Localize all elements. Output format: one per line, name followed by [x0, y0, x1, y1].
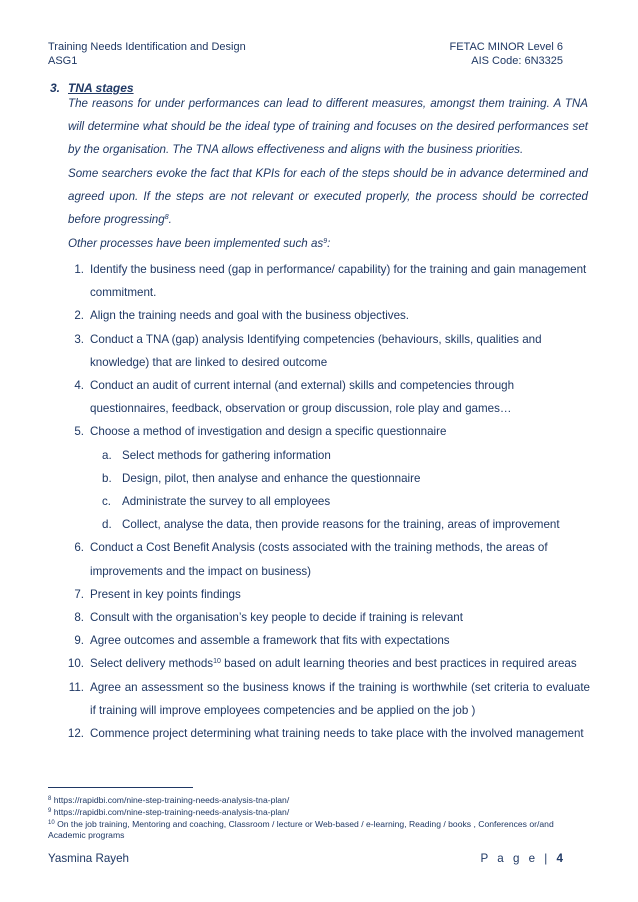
- paragraph-intro: The reasons for under performances can lead to different measures, amongst them training. A TNA will determine what should be the ideal type of training and focuses on the desired performances set by the organisation. The TNA allows effectiveness and aligns with the business priorities.: [68, 97, 588, 157]
- list-item-text: Choose a method of investigation and design a specific questionnaire: [90, 425, 447, 439]
- paragraph-processes-end: :: [327, 237, 331, 250]
- sub-list-item-letter: b.: [102, 471, 112, 485]
- footer-author: Yasmina Rayeh: [48, 852, 129, 865]
- footnote-divider: [48, 787, 193, 788]
- sub-list-item: [50, 513, 590, 536]
- list-item-text: Consult with the organisation’s key people to decide if training is relevant: [90, 611, 463, 625]
- list-item: [50, 420, 590, 443]
- footnote-text: On the job training, Mentoring and coaching, Classroom / lecture or Web-based / e-learning, Reading / books , Conferences or/and Academic programs: [48, 819, 554, 840]
- list-item-text: Commence project determining what training needs to take place with the involved management: [90, 727, 584, 741]
- paragraph-kpis-text: Some searchers evoke the fact that KPIs for each of the steps should be in advance determined and agreed upon. If the steps are not relevant or executed properly, the process should be corrected before progressing: [68, 167, 588, 227]
- list-item-text: Conduct an audit of current internal (and external) skills and competencies through questionnaires, feedback, observation or group discussion, role play and games…: [90, 379, 515, 416]
- footnote-number: 9: [48, 808, 52, 814]
- paragraph-processes-text: Other processes have been implemented such as: [68, 237, 324, 250]
- sub-list-item-letter: d.: [102, 518, 112, 532]
- list-item-number: 6.: [74, 541, 84, 555]
- list-item-number: 3.: [74, 332, 84, 346]
- footer-page-label: P a g e: [480, 852, 539, 865]
- footnote-number: 10: [48, 820, 55, 826]
- header-course-title: Training Needs Identification and Design: [48, 41, 246, 53]
- footer-page-number: [481, 852, 563, 865]
- list-item: [50, 722, 590, 745]
- list-item-number: 7.: [74, 587, 84, 601]
- list-item-number: 11.: [68, 680, 84, 694]
- list-item-text: Present in key points findings: [90, 587, 241, 601]
- footnote-ref-9: 9: [323, 238, 328, 245]
- sub-list-item-letter: c.: [102, 495, 112, 509]
- paragraph-processes: [68, 232, 588, 255]
- list-item: [50, 676, 590, 722]
- list-item-number: 8.: [74, 611, 84, 625]
- sub-list-item: [50, 444, 590, 467]
- section-title: TNA stages: [68, 81, 134, 95]
- steps-list: [50, 258, 590, 745]
- list-item-text: [90, 652, 590, 675]
- list-item: [50, 536, 590, 582]
- list-item-number: 10.: [67, 657, 84, 671]
- sub-list-item-letter: a.: [102, 448, 112, 462]
- footnote: [48, 819, 588, 841]
- footnote: [48, 807, 588, 818]
- list-item-text-end: based on adult learning theories and best practices in required areas: [220, 657, 577, 671]
- list-item: [50, 583, 590, 606]
- footnote-text: https://rapidbi.com/nine-step-training-needs-analysis-tna-plan/: [51, 807, 290, 817]
- list-item-number: 5.: [74, 425, 84, 439]
- footnote-number: 8: [48, 796, 52, 802]
- sub-list-item-text: Collect, analyse the data, then provide reasons for the training, areas of improvement: [122, 518, 560, 532]
- list-item-text: Conduct a TNA (gap) analysis Identifying competencies (behaviours, skills, qualities and knowledge) that are linked to desired outcome: [90, 332, 542, 369]
- paragraph-kpis: [68, 162, 588, 232]
- footer-separator: |: [538, 852, 557, 865]
- list-item: [50, 328, 590, 374]
- sub-list-item-text: Design, pilot, then analyse and enhance the questionnaire: [122, 471, 421, 485]
- list-item-number: 2.: [74, 309, 84, 323]
- header-level: FETAC MINOR Level 6: [449, 41, 563, 53]
- list-item-number: 12.: [67, 727, 84, 741]
- sub-list-item: [50, 490, 590, 513]
- sub-list-item-text: Administrate the survey to all employees: [122, 495, 331, 509]
- sub-list-item-text: Select methods for gathering information: [122, 448, 331, 462]
- list-item-text: Agree outcomes and assemble a framework that fits with expectations: [90, 634, 450, 648]
- list-item: [50, 374, 590, 420]
- list-item: [50, 629, 590, 652]
- header-code: AIS Code: 6N3325: [471, 55, 563, 67]
- list-item-number: 9.: [74, 634, 84, 648]
- page-number: 4: [556, 852, 563, 865]
- list-item: [50, 652, 590, 675]
- list-item: [50, 258, 590, 304]
- list-item: [50, 606, 590, 629]
- footnote-ref-8: 8: [164, 214, 169, 222]
- list-item-text: Align the training needs and goal with the business objectives.: [90, 309, 410, 323]
- list-item-text: Conduct a Cost Benefit Analysis (costs associated with the training methods, the areas of improvements and the impact on business): [90, 541, 548, 578]
- list-item-number: 1.: [74, 263, 84, 276]
- header-assignment: ASG1: [48, 55, 78, 67]
- list-item-number: 4.: [74, 379, 84, 393]
- list-item-text: Agree an assessment so the business knows if the training is worthwhile (set criteria to evaluate if training will improve employees competencies and be applied on the job ): [90, 680, 590, 717]
- list-item-text: Identify the business need (gap in performance/ capability) for the training and gain management commitment.: [90, 263, 587, 300]
- footnote-text: https://rapidbi.com/nine-step-training-needs-analysis-tna-plan/: [51, 795, 290, 805]
- sub-list-item: [50, 467, 590, 490]
- list-item-text-start: Select delivery methods: [90, 657, 214, 671]
- section-number: 3.: [50, 81, 61, 95]
- list-item: [50, 304, 590, 327]
- footnote: [48, 795, 588, 806]
- paragraph-kpis-end: .: [168, 213, 172, 227]
- footnote-ref-10: 10: [213, 658, 221, 666]
